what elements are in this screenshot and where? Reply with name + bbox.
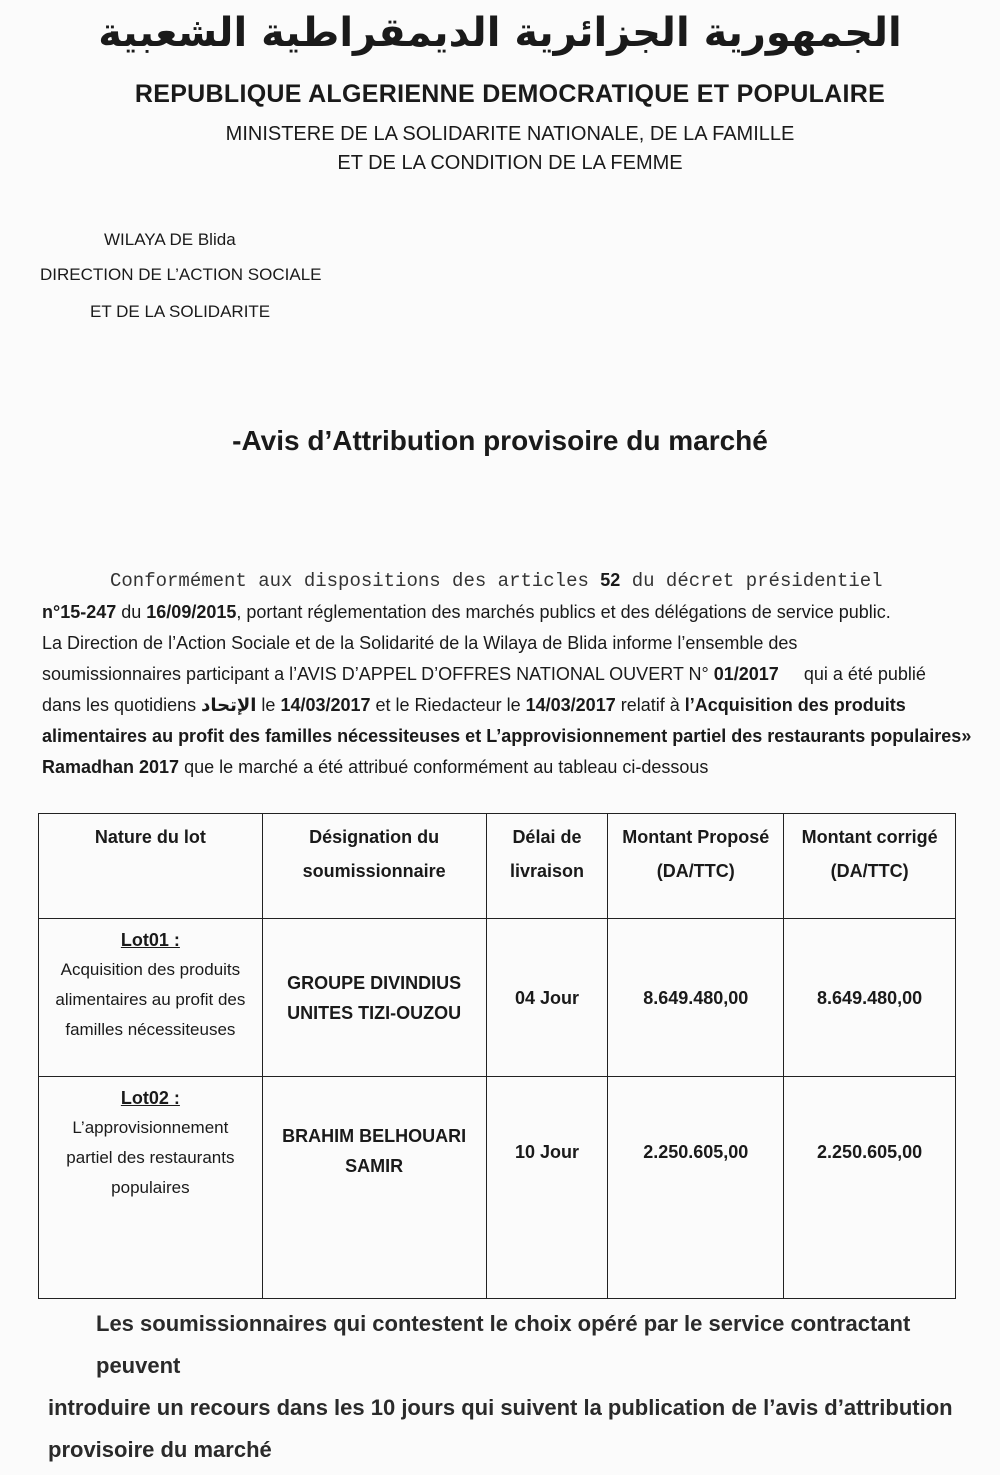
body-text-fragment: La Direction de l’Action Sociale et de la Solidarité de la Wilaya de Blida informe l’ensemble des [42,633,798,653]
republic-title: REPUBLIQUE ALGERIENNE DEMOCRATIQUE ET POPULAIRE [134,80,886,108]
lot-desc: populaires [111,1178,190,1197]
corrected-amount: 8.649.480,00 [817,987,923,1008]
body-line-4 [42,659,987,690]
header-text: (DA/TTC) [656,861,735,881]
table-row [39,919,956,1077]
decree-number: n°15-247 [42,602,117,622]
corrected-amount: 2.250.605,00 [817,1142,923,1162]
table-row [39,1077,956,1299]
body-line-1 [42,565,987,597]
publication-date-2: 14/03/2017 [525,695,616,715]
lot-desc: alimentaires au profit des [55,990,246,1009]
arabic-republic-title: الجمهورية الجزائرية الديمقراطية الشعبية [98,10,902,56]
lot-cell [39,919,263,1077]
newspaper-name-arabic: الإتحاد [201,695,257,716]
lot-label: Lot02 : [120,1088,180,1108]
acquisition-subject-cont: alimentaires au profit des familles nécessiteuses et L’approvisionnement partiel des restaurants populaires» [42,726,972,746]
header-text: livraison [509,861,584,881]
bidder-cell [262,919,486,1077]
body-text-fragment: soumissionnaires participant a l’AVIS D’APPEL D’OFFRES NATIONAL OUVERT N° [42,664,714,684]
header-text: Montant Proposé [622,827,770,847]
ministry-line-1: MINISTERE DE LA SOLIDARITE NATIONALE, DE LA FAMILLE [225,123,795,145]
bidder-name: BRAHIM BELHOUARI [282,1126,467,1146]
header-nature [39,814,263,919]
proposed-amount: 8.649.480,00 [643,987,749,1008]
ramadhan-label: Ramadhan 2017 [42,757,180,777]
lot-desc: L’approvisionnement [72,1118,229,1137]
appeal-line-2: introduire un recours dans les 10 jours qui suivent la publication de l’avis d’attribution [48,1395,953,1420]
lot-label: Lot01 : [120,930,180,950]
corrected-cell [784,919,956,1077]
lot-desc: familles nécessiteuses [65,1020,236,1039]
direction-line-2: ET DE LA SOLIDARITE [90,302,271,321]
body-text-fragment: relatif à [615,695,685,715]
body-line-6 [42,721,987,752]
body-text-fragment: qui a été publié [778,664,926,684]
header-text: soumissionnaire [302,861,446,881]
header-corrige [784,814,956,919]
proposed-cell [608,919,784,1077]
header-nature-text: Nature du lot [94,827,206,847]
delay-cell [486,919,608,1077]
lot-desc: partiel des restaurants [66,1148,235,1167]
bidder-name: GROUPE DIVINDIUS [287,972,462,993]
body-text-fragment: du décret présidentiel [620,570,883,592]
bidder-name: UNITES TIZI-OUZOU [287,1002,462,1023]
notice-title: -Avis d’Attribution provisoire du marché [232,425,768,456]
body-text-fragment: que le marché a été attribué conformément au tableau ci-dessous [179,757,709,777]
body-text-fragment: le [256,695,281,715]
ministry-line-2: ET DE LA CONDITION DE LA FEMME [337,152,683,174]
header-text: Désignation du [309,827,440,847]
delay-value: 10 Jour [514,1142,579,1162]
table-header-row [39,814,956,919]
tender-number: 01/2017 [713,664,779,684]
decree-date: 16/09/2015 [146,602,237,622]
wilaya-label: WILAYA DE Blida [104,230,236,249]
acquisition-subject: l’Acquisition des produits [684,695,906,715]
body-text-fragment: du [116,602,147,622]
delay-cell [486,1077,608,1299]
appeal-line-3: provisoire du marché [48,1437,272,1462]
lot-desc: Acquisition des produits [60,960,241,979]
header-delai [486,814,608,919]
header-designation [262,814,486,919]
body-line-7 [42,752,987,783]
article-number: 52 [600,570,621,590]
header-text: (DA/TTC) [830,861,909,881]
ministry-block [0,120,1000,178]
lot-cell [39,1077,263,1299]
bidder-cell [262,1077,486,1299]
delay-value: 04 Jour [514,987,579,1008]
body-line-5 [42,690,987,721]
award-table [38,813,956,1299]
proposed-cell [608,1077,784,1299]
appeal-notice [48,1303,978,1471]
body-text-fragment: Conformément aux dispositions des articles [110,570,601,592]
direction-line-1: DIRECTION DE L’ACTION SOCIALE [40,265,322,284]
header-text: Montant corrigé [801,827,938,847]
proposed-amount: 2.250.605,00 [643,1142,749,1162]
header-text: Délai de [512,827,582,847]
body-line-3 [42,628,987,659]
appeal-line-1: Les soumissionnaires qui contestent le choix opéré par le service contractant peuvent [96,1311,911,1378]
body-text-fragment: et le Riedacteur le [370,695,526,715]
publication-date-1: 14/03/2017 [280,695,371,715]
body-text-fragment: , portant réglementation des marchés publics et des délégations de service public. [236,602,891,622]
corrected-cell [784,1077,956,1299]
body-line-2 [42,597,987,628]
body-text-fragment: dans les quotidiens [42,695,202,715]
notice-body [42,565,987,783]
header-propose [608,814,784,919]
bidder-name: SAMIR [345,1156,404,1176]
